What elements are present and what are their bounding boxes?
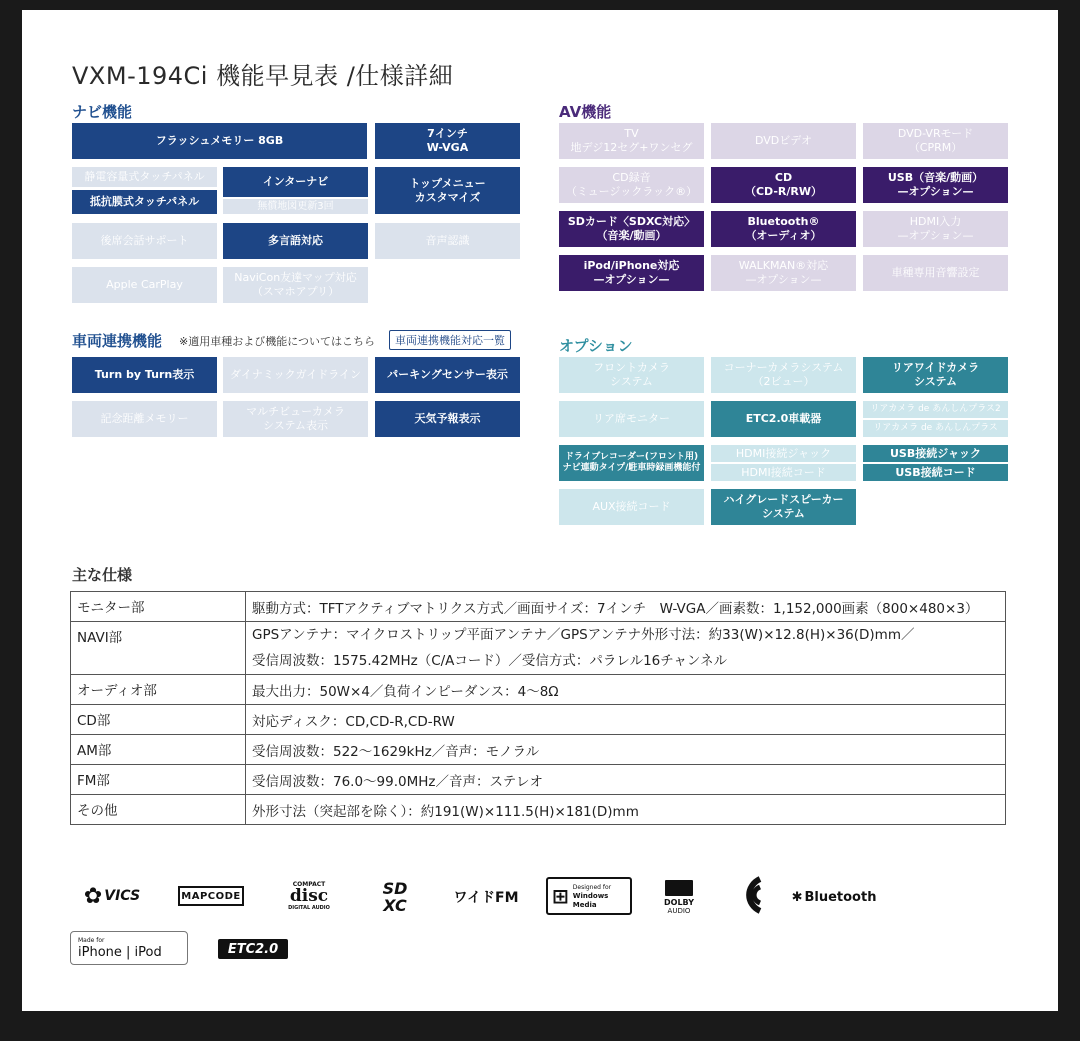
tile-cd-record: CD録音 （ミュージックラック®） (559, 167, 704, 203)
spec-value-line: GPSアンテナ：マイクロストリップ平面アンテナ／GPSアンテナ外形寸法：約33(W)×12.8(H)×36(D)mm／ (252, 627, 915, 643)
tile-aux-cord: AUX接続コード (559, 489, 704, 525)
spec-value: 駆動方式：TFTアクティブマトリクス方式／画面サイズ：7インチ W-VGA／画素数：1,152,000画素（800×480×3） (246, 592, 1006, 622)
navi-heading: ナビ機能 (72, 103, 133, 121)
spec-label: オーディオ部 (71, 675, 246, 705)
tile-usb-cord: USB接続コード (863, 464, 1008, 481)
vics-flower-icon: ✿ (83, 883, 103, 909)
tile-rear-monitor: リア席モニター (559, 401, 704, 437)
tile-dynamic-guideline: ダイナミックガイドライン (223, 357, 368, 393)
tile-tv: TV 地デジ12セグ+ワンセグ (559, 123, 704, 159)
made-for-iphone-logo: Made for iPhone | iPod (70, 931, 188, 965)
spec-label: モニター部 (71, 592, 246, 622)
table-row (71, 622, 1006, 675)
tile-flash-memory: フラッシュメモリー 8GB (72, 123, 367, 159)
tile-dvd-vr: DVD-VRモード （CPRM） (863, 123, 1008, 159)
sdxc-logo: SD XC (382, 879, 408, 915)
spec-sheet (22, 10, 1058, 1011)
bluetooth-icon: ✱ (791, 889, 803, 905)
tile-anshin-plus-2: リアカメラ de あんしんプラス2 (863, 401, 1008, 418)
tile-free-map-update: 無償地図更新3回 (223, 199, 368, 214)
spec-value-line: 受信周波数：1575.42MHz（C/Aコード）／受信方式：パラレル16チャンネル (252, 653, 727, 669)
spec-value: 受信周波数：76.0～99.0MHz／音声：ステレオ (246, 765, 1006, 795)
spec-value: 外形寸法（突起部を除く）：約191(W)×111.5(H)×181(D)mm (246, 795, 1006, 825)
wave-logo (718, 874, 768, 916)
vehicle-heading: 車両連携機能 (72, 332, 163, 350)
page-title: VXM-194Ci 機能早見表 /仕様詳細 (72, 62, 454, 90)
tile-parking-sensor: パーキングセンサー表示 (375, 357, 520, 393)
tile-corner-camera: コーナーカメラシステム （2ビュー） (711, 357, 856, 393)
windows-media-logo: ⊞ Designed for Windows Media (546, 877, 632, 915)
wide-fm-logo: ワイドFM (453, 890, 519, 906)
options-heading: オプション (559, 337, 633, 355)
spec-value (246, 622, 1006, 675)
tile-walkman: WALKMAN®対応 —オプション— (711, 255, 856, 291)
disc-logo: COMPACT disc DIGITAL AUDIO (288, 881, 330, 911)
tile-front-camera: フロントカメラ システム (559, 357, 704, 393)
table-row (71, 765, 1006, 795)
vics-logo: ✿ VICS (83, 883, 141, 909)
vehicle-note: ※適用車種および機能についてはこちら (179, 335, 375, 348)
tile-resistive: 抵抗膜式タッチパネル (72, 190, 217, 214)
tile-dvd: DVDビデオ (711, 123, 856, 159)
tile-cd: CD （CD-R/RW） (711, 167, 856, 203)
tile-usb-jack: USB接続ジャック (863, 445, 1008, 462)
dolby-logo: DOLBY AUDIO (658, 876, 700, 918)
spec-label: CD部 (71, 705, 246, 735)
wave-icon (720, 875, 766, 915)
spec-label: AM部 (71, 735, 246, 765)
tile-multiview-camera: マルチビューカメラ システム表示 (223, 401, 368, 437)
tile-car-sound: 車種専用音響設定 (863, 255, 1008, 291)
tile-rear-talk: 後席会話サポート (72, 223, 217, 259)
tile-usb: USB（音楽/動画） —オプション— (863, 167, 1008, 203)
tile-hdmi-input: HDMI入力 —オプション— (863, 211, 1008, 247)
tile-carplay: Apple CarPlay (72, 267, 217, 303)
tile-ipod: iPod/iPhone対応 —オプション— (559, 255, 704, 291)
tile-voice-recognition: 音声認識 (375, 223, 520, 259)
tile-distance-memory: 記念距離メモリー (72, 401, 217, 437)
spec-heading: 主な仕様 (72, 566, 133, 584)
table-row (71, 675, 1006, 705)
spec-table (70, 591, 1006, 825)
tile-hdmi-cord: HDMI接続コード (711, 464, 856, 481)
tile-multilanguage: 多言語対応 (223, 223, 368, 259)
tile-weather: 天気予報表示 (375, 401, 520, 437)
tile-sd-card: SDカード〈SDXC対応〉 （音楽/動画） (559, 211, 704, 247)
tile-etc: ETC2.0車載器 (711, 401, 856, 437)
tile-turn-by-turn: Turn by Turn表示 (72, 357, 217, 393)
tile-rear-wide-camera: リアワイドカメラ システム (863, 357, 1008, 393)
spec-value: 受信周波数：522～1629kHz／音声：モノラル (246, 735, 1006, 765)
tile-bluetooth: Bluetooth® （オーディオ） (711, 211, 856, 247)
tile-internavi: インターナビ (223, 167, 368, 197)
bluetooth-logo: ✱ Bluetooth (791, 889, 877, 905)
tile-anshin-plus: リアカメラ de あんしんプラス (863, 420, 1008, 437)
tile-top-menu: トップメニュー カスタマイズ (375, 167, 520, 214)
tile-speaker-system: ハイグレードスピーカー システム (711, 489, 856, 525)
tile-display: 7インチ W-VGA (375, 123, 520, 159)
tile-capacitive: 静電容量式タッチパネル (72, 167, 217, 187)
spec-label: その他 (71, 795, 246, 825)
tile-navicon: NaviCon友達マップ対応 （スマホアプリ） (223, 267, 368, 303)
tile-hdmi-jack: HDMI接続ジャック (711, 445, 856, 462)
spec-value: 対応ディスク：CD,CD-R,CD-RW (246, 705, 1006, 735)
dolby-dd-icon (665, 880, 693, 896)
spec-value: 最大出力：50W×4／負荷インピーダンス：4～8Ω (246, 675, 1006, 705)
table-row (71, 795, 1006, 825)
table-row (71, 592, 1006, 622)
etc-logo: ETC2.0 (218, 939, 288, 959)
spec-label: NAVI部 (71, 622, 246, 675)
mapcode-logo: MAPCODE (178, 886, 244, 906)
spec-label: FM部 (71, 765, 246, 795)
windows-flag-icon: ⊞ (552, 884, 569, 908)
vehicle-compat-link[interactable]: 車両連携機能対応一覧 (389, 330, 511, 350)
av-heading: AV機能 (559, 103, 612, 121)
table-row (71, 735, 1006, 765)
tile-drive-recorder: ドライブレコーダー(フロント用) ナビ連動タイプ/駐車時録画機能付 (559, 445, 704, 481)
table-row (71, 705, 1006, 735)
